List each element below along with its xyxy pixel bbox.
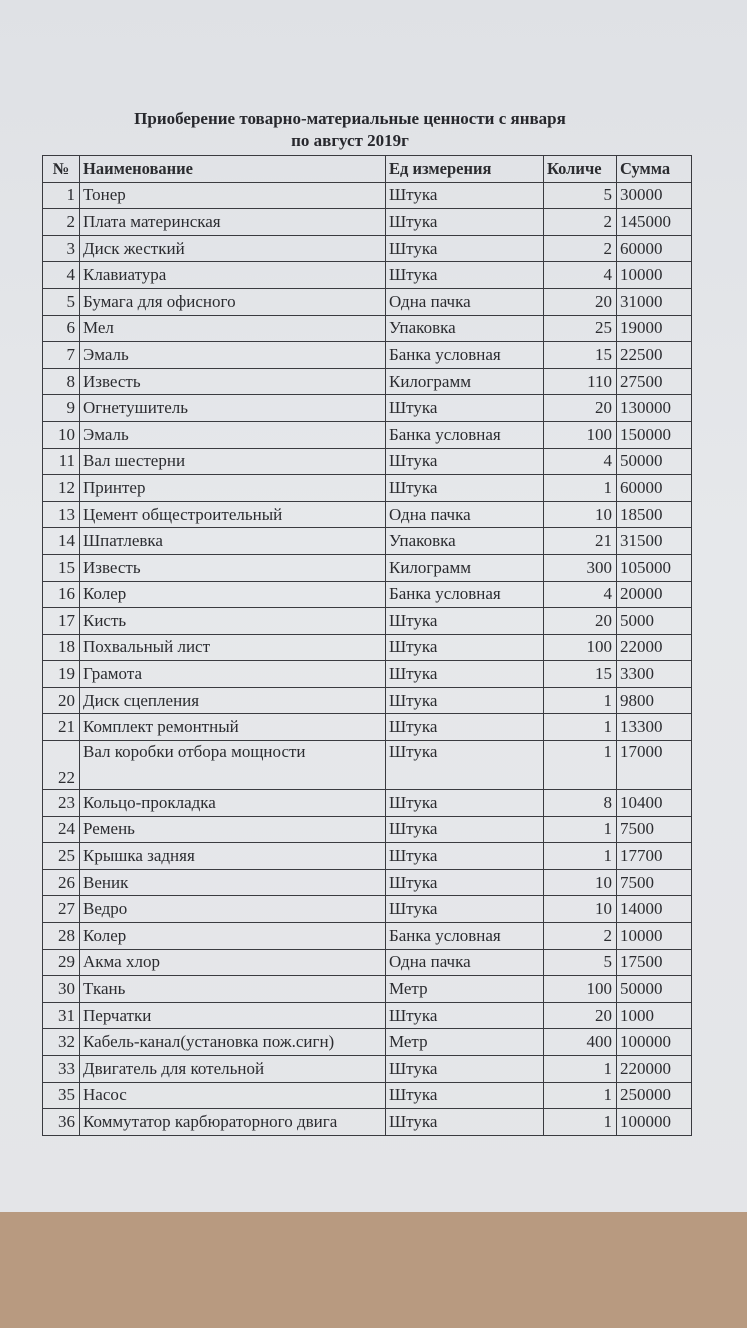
table-row <box>43 608 692 635</box>
header-unit: Ед измерения <box>386 156 544 183</box>
table-row <box>43 790 692 817</box>
cell-unit: Одна пачка <box>386 949 544 976</box>
table-row <box>43 1029 692 1056</box>
cell-quantity: 20 <box>544 1002 617 1029</box>
table-row <box>43 501 692 528</box>
cell-sum: 60000 <box>617 235 692 262</box>
cell-name: Цемент общестроительный <box>80 501 386 528</box>
cell-name: Мел <box>80 315 386 342</box>
cell-unit: Штука <box>386 896 544 923</box>
cell-number: 12 <box>43 475 80 502</box>
cell-name: Комплект ремонтный <box>80 714 386 741</box>
cell-quantity: 8 <box>544 790 617 817</box>
cell-number: 30 <box>43 976 80 1003</box>
cell-number: 31 <box>43 1002 80 1029</box>
cell-sum: 18500 <box>617 501 692 528</box>
cell-sum: 50000 <box>617 976 692 1003</box>
cell-unit: Штука <box>386 843 544 870</box>
cell-number: 26 <box>43 869 80 896</box>
table-row <box>43 528 692 555</box>
table-row <box>43 923 692 950</box>
cell-sum: 130000 <box>617 395 692 422</box>
cell-unit: Штука <box>386 634 544 661</box>
cell-sum: 14000 <box>617 896 692 923</box>
table-row <box>43 262 692 289</box>
cell-name: Ведро <box>80 896 386 923</box>
cell-unit: Килограмм <box>386 554 544 581</box>
cell-sum: 60000 <box>617 475 692 502</box>
cell-sum: 30000 <box>617 182 692 209</box>
cell-name: Принтер <box>80 475 386 502</box>
table-row <box>43 1002 692 1029</box>
cell-unit: Штука <box>386 209 544 236</box>
cell-quantity: 2 <box>544 923 617 950</box>
cell-sum: 27500 <box>617 368 692 395</box>
cell-quantity: 4 <box>544 581 617 608</box>
cell-number: 11 <box>43 448 80 475</box>
cell-quantity: 1 <box>544 687 617 714</box>
table-body <box>43 182 692 1135</box>
cell-unit: Штука <box>386 741 544 790</box>
cell-quantity: 5 <box>544 949 617 976</box>
cell-unit: Штука <box>386 1002 544 1029</box>
cell-number: 17 <box>43 608 80 635</box>
cell-unit: Штука <box>386 687 544 714</box>
cell-sum: 100000 <box>617 1109 692 1136</box>
table-row <box>43 448 692 475</box>
cell-sum: 3300 <box>617 661 692 688</box>
cell-sum: 10400 <box>617 790 692 817</box>
cell-name: Веник <box>80 869 386 896</box>
table-row <box>43 182 692 209</box>
cell-name: Кабель-канал(установка пож.сигн) <box>80 1029 386 1056</box>
table-row <box>43 634 692 661</box>
cell-number: 19 <box>43 661 80 688</box>
cell-number: 8 <box>43 368 80 395</box>
cell-number: 33 <box>43 1056 80 1083</box>
cell-unit: Штука <box>386 714 544 741</box>
cell-name: Эмаль <box>80 421 386 448</box>
cell-sum: 10000 <box>617 923 692 950</box>
table-row <box>43 342 692 369</box>
cell-number: 16 <box>43 581 80 608</box>
cell-number: 25 <box>43 843 80 870</box>
cell-number: 20 <box>43 687 80 714</box>
cell-name: Кисть <box>80 608 386 635</box>
table-row <box>43 421 692 448</box>
cell-sum: 9800 <box>617 687 692 714</box>
table-row <box>43 368 692 395</box>
cell-unit: Штука <box>386 608 544 635</box>
cell-name: Коммутатор карбюраторного двига <box>80 1109 386 1136</box>
cell-sum: 5000 <box>617 608 692 635</box>
cell-number: 29 <box>43 949 80 976</box>
cell-number: 24 <box>43 816 80 843</box>
cell-unit: Штука <box>386 1056 544 1083</box>
cell-name: Огнетушитель <box>80 395 386 422</box>
table-row <box>43 843 692 870</box>
table-row <box>43 235 692 262</box>
table-row <box>43 896 692 923</box>
cell-sum: 17000 <box>617 741 692 790</box>
cell-name: Бумага для офисного <box>80 288 386 315</box>
cell-number: 15 <box>43 554 80 581</box>
header-quantity: Количе <box>544 156 617 183</box>
cell-quantity: 100 <box>544 634 617 661</box>
cell-name: Диск сцепления <box>80 687 386 714</box>
cell-unit: Метр <box>386 1029 544 1056</box>
cell-quantity: 5 <box>544 182 617 209</box>
table-row <box>43 741 692 790</box>
cell-name: Клавиатура <box>80 262 386 289</box>
cell-sum: 7500 <box>617 816 692 843</box>
cell-sum: 1000 <box>617 1002 692 1029</box>
cell-sum: 100000 <box>617 1029 692 1056</box>
cell-name: Крышка задняя <box>80 843 386 870</box>
cell-sum: 22000 <box>617 634 692 661</box>
cell-quantity: 1 <box>544 1082 617 1109</box>
cell-quantity: 20 <box>544 395 617 422</box>
cell-unit: Штука <box>386 790 544 817</box>
table-row <box>43 661 692 688</box>
cell-quantity: 1 <box>544 843 617 870</box>
cell-quantity: 1 <box>544 741 617 790</box>
cell-unit: Одна пачка <box>386 501 544 528</box>
cell-number: 13 <box>43 501 80 528</box>
cell-unit: Упаковка <box>386 528 544 555</box>
cell-unit: Штука <box>386 395 544 422</box>
cell-name: Известь <box>80 368 386 395</box>
cell-unit: Штука <box>386 1082 544 1109</box>
cell-sum: 31500 <box>617 528 692 555</box>
cell-number: 14 <box>43 528 80 555</box>
cell-unit: Штука <box>386 235 544 262</box>
cell-sum: 13300 <box>617 714 692 741</box>
table-row <box>43 1082 692 1109</box>
cell-number: 18 <box>43 634 80 661</box>
table-row <box>43 687 692 714</box>
cell-quantity: 110 <box>544 368 617 395</box>
table-row <box>43 976 692 1003</box>
cell-quantity: 2 <box>544 209 617 236</box>
cell-sum: 31000 <box>617 288 692 315</box>
cell-unit: Килограмм <box>386 368 544 395</box>
cell-name: Шпатлевка <box>80 528 386 555</box>
cell-name: Кольцо-прокладка <box>80 790 386 817</box>
cell-number: 23 <box>43 790 80 817</box>
cell-quantity: 10 <box>544 896 617 923</box>
table-row <box>43 816 692 843</box>
cell-name: Насос <box>80 1082 386 1109</box>
cell-quantity: 21 <box>544 528 617 555</box>
cell-name: Ткань <box>80 976 386 1003</box>
cell-quantity: 2 <box>544 235 617 262</box>
cell-sum: 17700 <box>617 843 692 870</box>
cell-unit: Штука <box>386 475 544 502</box>
cell-sum: 150000 <box>617 421 692 448</box>
cell-name: Колер <box>80 581 386 608</box>
header-sum: Сумма <box>617 156 692 183</box>
cell-quantity: 1 <box>544 816 617 843</box>
cell-sum: 19000 <box>617 315 692 342</box>
cell-number: 7 <box>43 342 80 369</box>
cell-sum: 10000 <box>617 262 692 289</box>
cell-unit: Одна пачка <box>386 288 544 315</box>
cell-number: 36 <box>43 1109 80 1136</box>
table-row <box>43 1109 692 1136</box>
cell-number: 10 <box>43 421 80 448</box>
cell-name: Ремень <box>80 816 386 843</box>
table-row <box>43 475 692 502</box>
cell-quantity: 1 <box>544 1056 617 1083</box>
cell-number: 4 <box>43 262 80 289</box>
cell-unit: Штука <box>386 869 544 896</box>
table-row <box>43 714 692 741</box>
cell-unit: Штука <box>386 262 544 289</box>
cell-unit: Упаковка <box>386 315 544 342</box>
cell-name: Диск жесткий <box>80 235 386 262</box>
cell-name: Плата материнская <box>80 209 386 236</box>
cell-number: 21 <box>43 714 80 741</box>
cell-name: Двигатель для котельной <box>80 1056 386 1083</box>
cell-sum: 20000 <box>617 581 692 608</box>
cell-name: Похвальный лист <box>80 634 386 661</box>
cell-quantity: 20 <box>544 288 617 315</box>
cell-sum: 50000 <box>617 448 692 475</box>
header-number: № <box>43 156 80 183</box>
table-row <box>43 554 692 581</box>
cell-number: 35 <box>43 1082 80 1109</box>
cell-unit: Штука <box>386 1109 544 1136</box>
table-row <box>43 315 692 342</box>
cell-unit: Банка условная <box>386 581 544 608</box>
cell-name: Перчатки <box>80 1002 386 1029</box>
document-title-line1: Приоберение товарно-материальные ценности с января <box>134 109 566 128</box>
cell-number: 2 <box>43 209 80 236</box>
cell-name: Колер <box>80 923 386 950</box>
cell-sum: 17500 <box>617 949 692 976</box>
cell-sum: 7500 <box>617 869 692 896</box>
cell-unit: Штука <box>386 448 544 475</box>
cell-unit: Метр <box>386 976 544 1003</box>
cell-number: 32 <box>43 1029 80 1056</box>
table-header-row <box>43 156 692 183</box>
cell-quantity: 10 <box>544 501 617 528</box>
cell-quantity: 1 <box>544 714 617 741</box>
table-row <box>43 209 692 236</box>
cell-unit: Банка условная <box>386 923 544 950</box>
table-row <box>43 395 692 422</box>
cell-number: 27 <box>43 896 80 923</box>
cell-quantity: 10 <box>544 869 617 896</box>
cell-quantity: 100 <box>544 421 617 448</box>
cell-sum: 145000 <box>617 209 692 236</box>
cell-number: 28 <box>43 923 80 950</box>
cell-name: Тонер <box>80 182 386 209</box>
cell-number: 5 <box>43 288 80 315</box>
document-title-line2: по август 2019г <box>291 131 409 150</box>
cell-name: Вал коробки отбора мощности <box>80 741 386 790</box>
cell-quantity: 25 <box>544 315 617 342</box>
cell-unit: Банка условная <box>386 342 544 369</box>
cell-unit: Банка условная <box>386 421 544 448</box>
cell-quantity: 4 <box>544 262 617 289</box>
table-row <box>43 581 692 608</box>
cell-number: 9 <box>43 395 80 422</box>
cell-quantity: 100 <box>544 976 617 1003</box>
cell-name: Эмаль <box>80 342 386 369</box>
table-row <box>43 288 692 315</box>
cell-sum: 105000 <box>617 554 692 581</box>
table-row <box>43 949 692 976</box>
cell-unit: Штука <box>386 816 544 843</box>
cell-quantity: 4 <box>544 448 617 475</box>
cell-number: 3 <box>43 235 80 262</box>
cell-quantity: 400 <box>544 1029 617 1056</box>
cell-sum: 250000 <box>617 1082 692 1109</box>
cell-number: 6 <box>43 315 80 342</box>
goods-table <box>42 155 692 1136</box>
cell-unit: Штука <box>386 182 544 209</box>
cell-quantity: 20 <box>544 608 617 635</box>
table-row <box>43 869 692 896</box>
cell-quantity: 300 <box>544 554 617 581</box>
cell-name: Грамота <box>80 661 386 688</box>
table-row <box>43 1056 692 1083</box>
cell-sum: 220000 <box>617 1056 692 1083</box>
cell-name: Вал шестерни <box>80 448 386 475</box>
cell-sum: 22500 <box>617 342 692 369</box>
cell-name: Известь <box>80 554 386 581</box>
header-name: Наименование <box>80 156 386 183</box>
cell-quantity: 15 <box>544 661 617 688</box>
cell-quantity: 1 <box>544 1109 617 1136</box>
cell-name: Акма хлор <box>80 949 386 976</box>
cell-number: 22 <box>43 741 80 790</box>
cell-unit: Штука <box>386 661 544 688</box>
cell-quantity: 1 <box>544 475 617 502</box>
cell-quantity: 15 <box>544 342 617 369</box>
cell-number: 1 <box>43 182 80 209</box>
